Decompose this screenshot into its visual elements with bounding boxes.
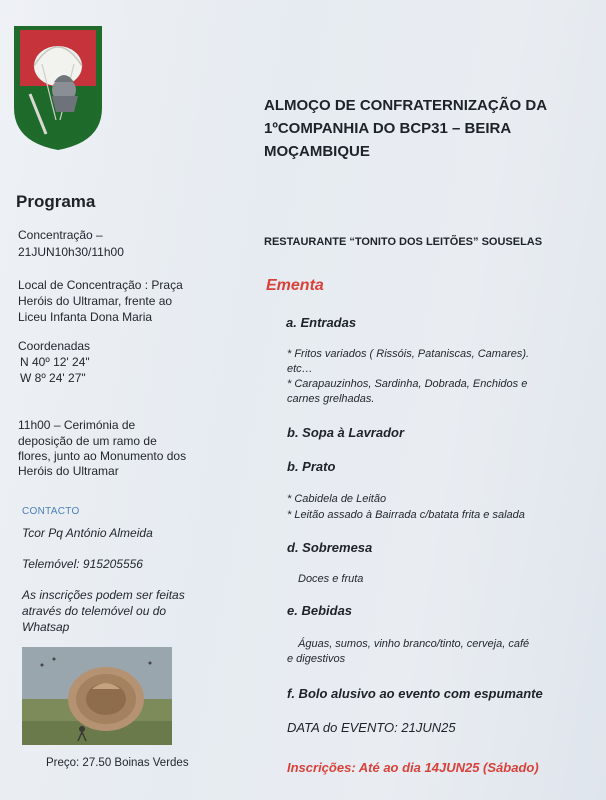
menu-soup-title: b. Sopa à Lavrador (287, 425, 405, 440)
menu-starters-item-2: etc… (287, 363, 313, 375)
coordinates-north: N 40º 12' 24" (20, 355, 90, 369)
menu-drinks-title: e. Bebidas (287, 603, 353, 618)
registration-note-line-2: através do telemóvel ou do (22, 604, 167, 618)
menu-drinks-item-1: Águas, sumos, vinho branco/tinto, cerveja, café (298, 638, 530, 650)
menu-starters-item-4: carnes grelhadas. (287, 393, 375, 405)
contact-phone: Telemóvel: 915205556 (22, 557, 143, 571)
event-date: DATA do EVENTO: 21JUN25 (287, 720, 456, 735)
location-line-3: Liceu Infanta Dona Maria (18, 310, 153, 324)
coordinates-west: W 8º 24' 27" (20, 371, 86, 385)
concentration-time: 21JUN10h30/11h00 (18, 245, 124, 259)
menu-starters-item-3: * Carapauzinhos, Sardinha, Dobrada, Enchidos e (287, 378, 528, 390)
event-title-line-3: MOÇAMBIQUE (264, 143, 370, 160)
menu-main-item-2: * Leitão assado à Bairrada c/batata frita e salada (287, 509, 525, 521)
unit-emblem (12, 24, 104, 152)
menu-cake-title: f. Bolo alusivo ao evento com espumante (287, 686, 543, 701)
location-line-2: Heróis do Ultramar, frente ao (18, 294, 173, 308)
menu-main-title: b. Prato (287, 459, 336, 474)
event-title-line-2: 1ºCOMPANHIA DO BCP31 – BEIRA (264, 120, 512, 137)
ceremony-line-1: 11h00 – Cerimónia de (18, 418, 136, 432)
location-line-1: Local de Concentração : Praça (18, 278, 183, 292)
registration-deadline: Inscrições: Até ao dia 14JUN25 (Sábado) (287, 760, 539, 775)
price-text: Preço: 27.50 Boinas Verdes (46, 757, 189, 769)
contact-title: CONTACTO (22, 506, 80, 517)
program-title: Programa (16, 192, 96, 211)
registration-note-line-1: As inscrições podem ser feitas (22, 588, 185, 602)
event-title-line-1: ALMOÇO DE CONFRATERNIZAÇÃO DA (264, 97, 548, 114)
coordinates-label: Coordenadas (18, 339, 91, 353)
ceremony-line-2: deposição de um ramo de (18, 434, 157, 448)
parachute-photo (22, 647, 172, 745)
menu-dessert-title: d. Sobremesa (287, 540, 373, 555)
menu-drinks-item-2: e digestivos (287, 653, 346, 665)
ceremony-line-3: flores, junto ao Monumento dos (18, 449, 187, 463)
menu-starters-title: a. Entradas (286, 315, 357, 330)
registration-note-line-3: Whatsap (22, 620, 70, 634)
menu-dessert-item: Doces e fruta (298, 573, 364, 585)
contact-name: Tcor Pq António Almeida (22, 526, 153, 540)
parachute-image-icon (22, 647, 172, 745)
ceremony-line-4: Heróis do Ultramar (18, 464, 119, 478)
menu-starters-item-1: * Fritos variados ( Rissóis, Pataniscas, Camares). (287, 348, 530, 360)
menu-main-item-1: * Cabidela de Leitão (287, 493, 387, 505)
emblem-crest-icon (12, 24, 104, 152)
event-title (264, 94, 594, 163)
menu-title: Ementa (266, 277, 324, 294)
concentration-label: Concentração – (18, 228, 103, 242)
restaurant-name: RESTAURANTE “TONITO DOS LEITÕES” SOUSELAS (264, 236, 543, 248)
